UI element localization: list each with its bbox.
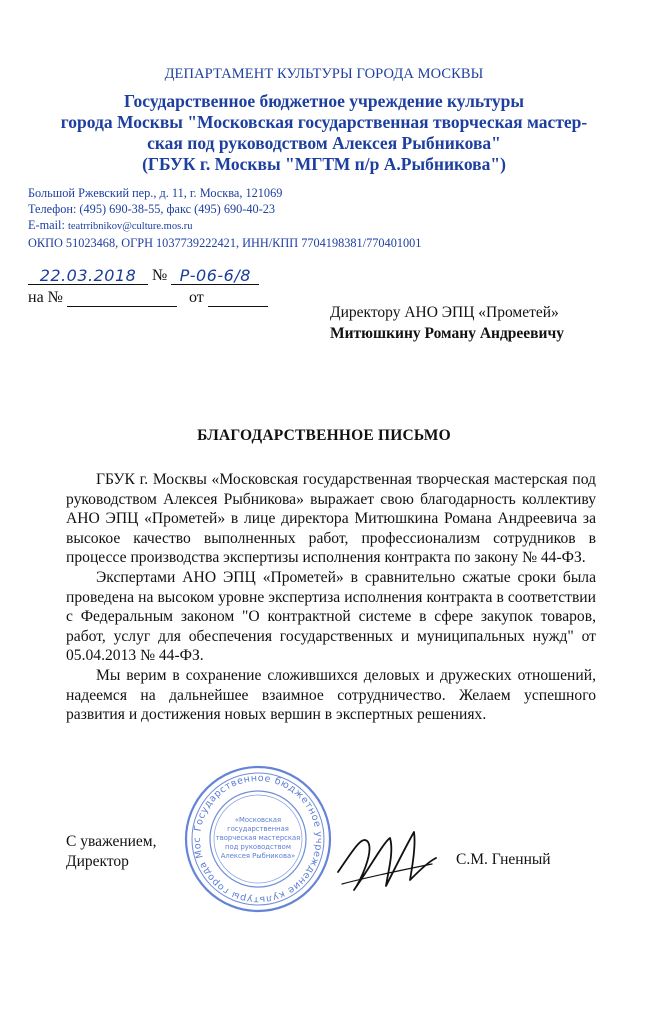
signatory-name: С.М. Гненный <box>456 851 551 868</box>
official-seal <box>183 764 333 919</box>
seal-inner-line: Алексея Рыбникова» <box>220 852 296 860</box>
ref-number-field <box>67 288 177 307</box>
email-line <box>28 217 421 235</box>
incoming-reference <box>28 288 268 307</box>
signature-graphic <box>332 812 442 902</box>
body-paragraph: ГБУК г. Москвы «Московская государственная творческая мастерская под руководством Алексея Рыбникова» выражает свою благодарность коллективу АНО ЭПЦ «Прометей» в лице директора Митюшкина Романа Андреевича за высокое качество выполненных работ, профессионализм сотрудников в процессе производства экспертизы исполнения контракта по закону № 44-ФЗ. <box>66 471 596 567</box>
addressee <box>330 302 564 344</box>
addressee-name: Митюшкину Роману Андреевичу <box>330 325 564 342</box>
seal-inner-line: под руководством <box>225 843 291 851</box>
reg-number: Р-06-6/8 <box>179 266 251 285</box>
registry-codes: ОКПО 51023468, ОГРН 1037739222421, ИНН/КПП 7704198381/770401001 <box>28 236 422 250</box>
signature-block <box>66 832 157 871</box>
reg-date: 22.03.2018 <box>39 266 137 285</box>
reg-date-field <box>28 266 148 285</box>
letter-title: БЛАГОДАРСТВЕННОЕ ПИСЬМО <box>197 427 451 444</box>
addressee-position: Директору АНО ЭПЦ «Прометей» <box>330 304 559 321</box>
seal-inner-line: творческая мастерская <box>215 834 301 842</box>
seal-inner-line: государственная <box>227 825 289 833</box>
letter-body <box>66 470 596 725</box>
reg-number-field <box>171 266 259 285</box>
reg-number-label: № <box>152 267 168 284</box>
ref-label: на № <box>28 289 63 306</box>
signatory-position: Директор <box>66 852 129 870</box>
contact-block <box>28 185 421 251</box>
outgoing-registration <box>28 266 259 285</box>
body-paragraph: Мы верим в сохранение сложившихся деловых и дружеских отношений, надеемся на дальнейшее взаимное сотрудничество. Желаем успешного развития и достижения новых вершин в экспертных решениях. <box>66 666 596 724</box>
email-value: teatrribnikov@culture.mos.ru <box>67 221 193 232</box>
org-line: Государственное бюджетное учреждение культуры <box>123 91 525 111</box>
handwritten-signature <box>332 812 442 907</box>
address: Большой Ржевский пер., д. 11, г. Москва, 121069 <box>28 186 283 200</box>
org-line: ская под руководством Алексея Рыбникова" <box>147 133 501 153</box>
closing-phrase: С уважением, <box>66 833 157 850</box>
from-date-field <box>208 288 268 307</box>
from-label: от <box>188 289 204 306</box>
org-line: (ГБУК г. Москвы "МГТМ п/р А.Рыбникова") <box>142 154 506 174</box>
phone-fax: Телефон: (495) 690-38-55, факс (495) 690-40-23 <box>28 202 276 216</box>
seal-inner-line: «Московская <box>234 816 282 824</box>
seal-ring-text: Государственное бюджетное учреждение культуры города Мос <box>191 772 325 906</box>
email-label: E-mail: <box>28 218 65 232</box>
body-paragraph: Экспертами АНО ЭПЦ «Прометей» в сравнительно сжатые сроки была проведена на высоком уровне экспертиза исполнения контракта в соответствии с Федеральным законом "О контрактной системе в сфере закупок товаров, работ, услуг для обеспечения государственных и муниципальных нужд" от 05.04.2013 № 44-ФЗ. <box>66 568 596 665</box>
department-name: ДЕПАРТАМЕНТ КУЛЬТУРЫ ГОРОДА МОСКВЫ <box>164 66 484 82</box>
organization-name <box>0 91 648 175</box>
seal-graphic <box>183 764 333 914</box>
org-line: города Москвы "Московская государственная творческая мастер- <box>60 112 588 132</box>
